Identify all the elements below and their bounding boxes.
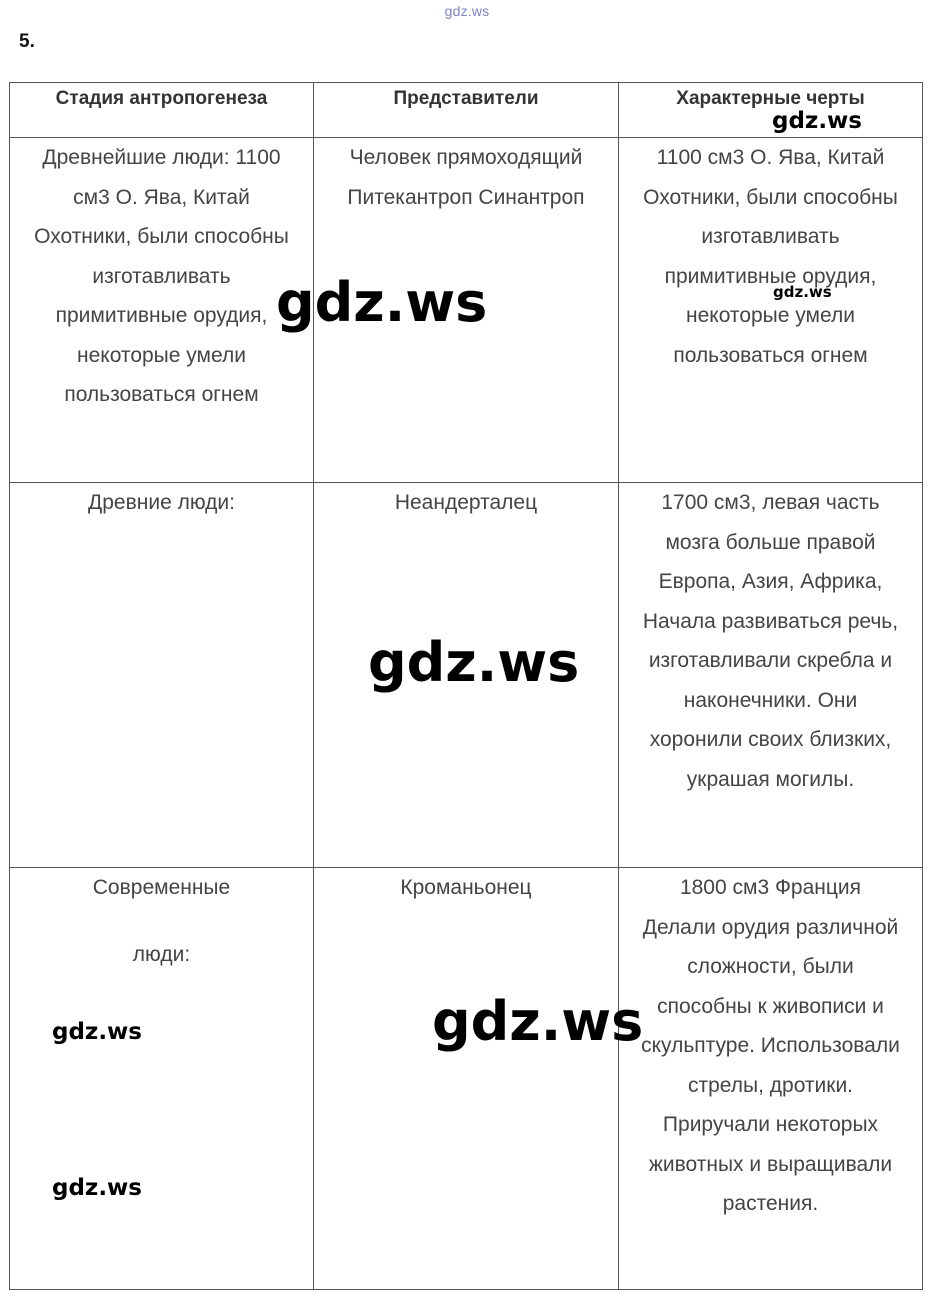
- cell-text: 1800 см3 Франция: [679, 876, 862, 899]
- cell-text: некоторые умели: [686, 304, 855, 327]
- cell-text: украшая могилы.: [686, 767, 855, 791]
- cell-text: сложности, были: [687, 955, 854, 978]
- cell-text: Питекантроп Синантроп: [347, 185, 585, 209]
- cell-text: примитивные орудия,: [55, 304, 268, 327]
- cell-text: Европа, Азия, Африка,: [658, 570, 883, 593]
- traits-cell: [618, 483, 922, 868]
- watermark: gdz.ws: [368, 631, 580, 694]
- cell-text: Охотники, были способны: [34, 225, 289, 248]
- watermark: gdz.ws: [772, 108, 862, 134]
- cell-text: Неандерталец: [394, 491, 538, 514]
- representatives-cell: [313, 868, 618, 1290]
- header-stage: Стадия антропогенеза: [10, 83, 314, 138]
- watermark: gdz.ws: [52, 1175, 142, 1201]
- cell-text: некоторые умели: [77, 343, 246, 367]
- header-traits: Характерные черты: [618, 83, 922, 138]
- cell-text: наконечники. Они: [683, 688, 858, 712]
- cell-text: пользоваться огнем: [673, 343, 868, 367]
- traits-cell: [618, 138, 922, 483]
- cell-text: 1700 см3, левая часть: [661, 491, 880, 514]
- stage-cell: [10, 868, 314, 1290]
- cell-text: хоронили своих близких,: [649, 728, 892, 751]
- task-number: 5.: [19, 31, 35, 52]
- cell-text: животных и выращивали: [648, 1152, 893, 1176]
- cell-text: Человек прямоходящий: [349, 146, 583, 169]
- cell-text: люди:: [132, 942, 191, 966]
- watermark: gdz.ws: [773, 283, 832, 301]
- cell-text: Кроманьонец: [400, 876, 532, 899]
- cell-text: скульптуре. Использовали: [641, 1034, 900, 1057]
- cell-text: пользоваться огнем: [64, 383, 259, 406]
- watermark: gdz.ws: [432, 990, 644, 1053]
- cell-text: примитивные орудия,: [664, 264, 877, 288]
- watermark: gdz.ws: [276, 271, 488, 334]
- spacer: [14, 908, 309, 935]
- cell-text: Охотники, были способны: [643, 185, 898, 209]
- cell-text: 1100 см3 О. Ява, Китай: [656, 146, 885, 169]
- watermark: gdz.ws: [52, 1019, 142, 1045]
- cell-text: мозга больше правой: [665, 530, 876, 554]
- cell-text: изготавливали скребла и: [648, 649, 893, 672]
- cell-text: способны к живописи и: [657, 994, 884, 1018]
- stage-cell: [10, 138, 314, 483]
- traits-cell: [618, 868, 922, 1290]
- cell-text: изготавливать: [701, 225, 840, 248]
- cell-text: Приручали некоторых: [662, 1113, 879, 1136]
- cell-text: Современные: [92, 876, 231, 899]
- stage-cell: [10, 483, 314, 868]
- cell-text: см3 О. Ява, Китай: [73, 185, 250, 209]
- cell-text: Делали орудия различной: [642, 915, 899, 939]
- cell-text: стрелы, дротики.: [687, 1073, 854, 1097]
- top-watermark: gdz.ws: [444, 3, 490, 19]
- cell-text: Древние люди:: [88, 491, 235, 514]
- cell-text: Древнейшие люди: 1100: [42, 146, 281, 169]
- cell-text: растения.: [722, 1192, 819, 1215]
- cell-text: Начала развиваться речь,: [642, 609, 899, 633]
- table-row: [10, 868, 923, 1290]
- header-representatives: Представители: [313, 83, 618, 138]
- cell-text: изготавливать: [92, 264, 231, 288]
